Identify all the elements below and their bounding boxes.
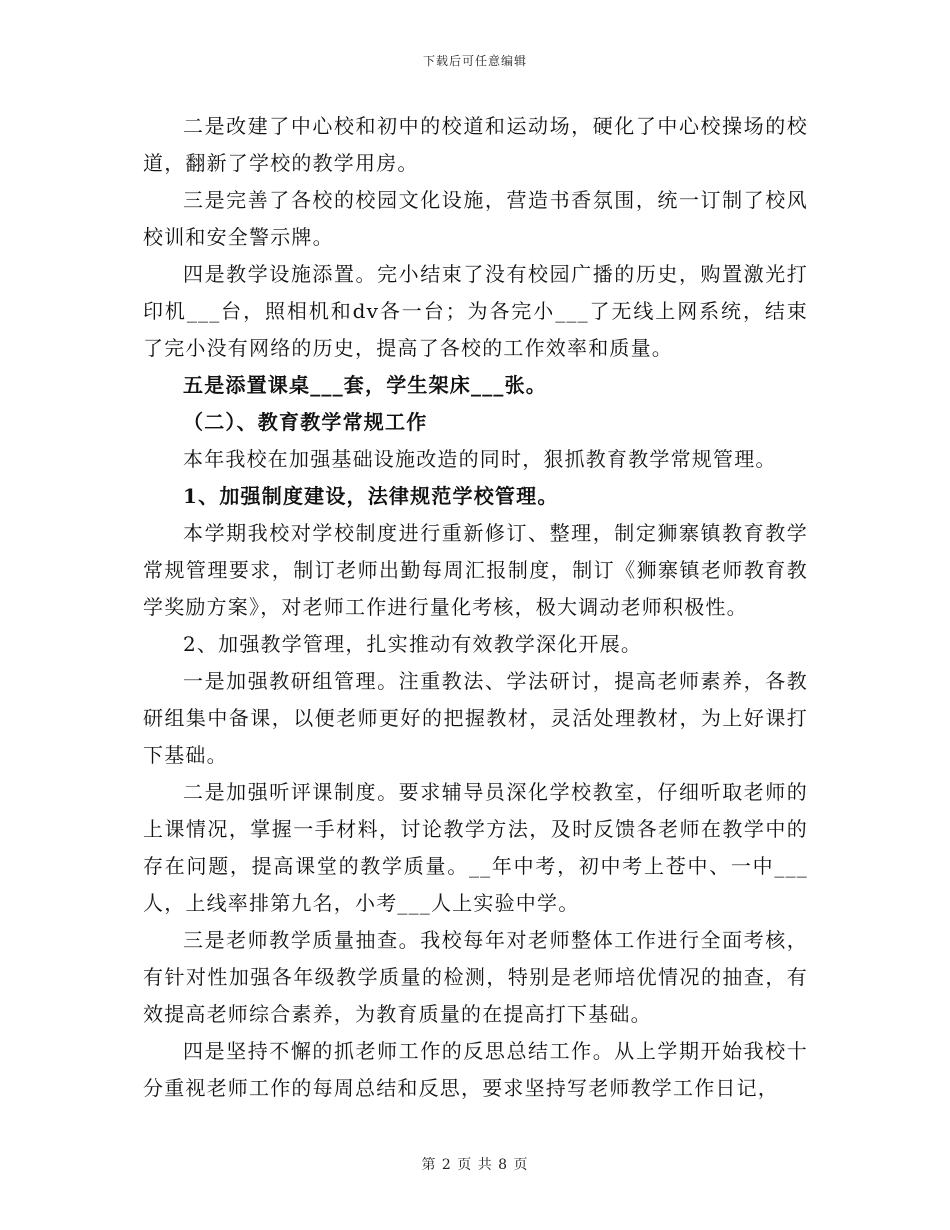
section-heading: （二）、教育教学常规工作 <box>183 410 428 434</box>
subsection-heading: 1、加强制度建设，法律规范学校管理。 <box>183 484 559 508</box>
paragraph: 一是加强教研组管理。注重教法、学法研讨，提高老师素养，各教研组集中备课，以便老师更好的把握教材，灵活处理教材，为上好课打下基础。 <box>143 669 808 767</box>
paragraph: 二是改建了中心校和初中的校道和运动场，硬化了中心校操场的校道，翻新了学校的教学用房。 <box>143 114 808 175</box>
paragraph: 本年我校在加强基础设施改造的同时，狠抓教育教学常规管理。 <box>183 447 777 471</box>
paragraph: 三是完善了各校的校园文化设施，营造书香氛围，统一订制了校风校训和安全警示牌。 <box>143 188 808 249</box>
paragraph: 四是坚持不懈的抓老师工作的反思总结工作。从上学期开始我校十分重视老师工作的每周总结和反思，要求坚持写老师教学工作日记， <box>143 1039 808 1100</box>
paragraph: 三是老师教学质量抽查。我校每年对老师整体工作进行全面考核，有针对性加强各年级教学质量的检测，特别是老师培优情况的抽查，有效提高老师综合素养，为教育质量的在提高打下基础。 <box>143 928 808 1026</box>
subsection-heading: 2、加强教学管理，扎实推动有效教学深化开展。 <box>183 632 643 656</box>
document-body <box>143 108 808 1107</box>
paragraph: 二是加强听评课制度。要求辅导员深化学校教室，仔细听取老师的上课情况，掌握一手材料，讨论教学方法，及时反馈各老师在教学中的存在问题，提高课堂的教学质量。__年中考，初中考上苍中、一中___人，上线率排第九名，小考___人上实验中学。 <box>143 780 808 915</box>
paragraph: 五是添置课桌___套，学生架床___张。 <box>183 373 547 397</box>
page-number-footer: 第 2 页 共 8 页 <box>421 1157 529 1173</box>
paragraph: 本学期我校对学校制度进行重新修订、整理，制定狮寨镇教育教学常规管理要求，制订老师出勤每周汇报制度，制订《狮寨镇老师教育教学奖励方案》，对老师工作进行量化考核，极大调动老师积极性。 <box>143 521 808 619</box>
paragraph: 四是教学设施添置。完小结束了没有校园广播的历史，购置激光打印机___台，照相机和dv各一台；为各完小___了无线上网系统，结束了完小没有网络的历史，提高了各校的工作效率和质量。 <box>143 262 808 360</box>
page-header: 下载后可任意编辑 <box>422 54 527 68</box>
